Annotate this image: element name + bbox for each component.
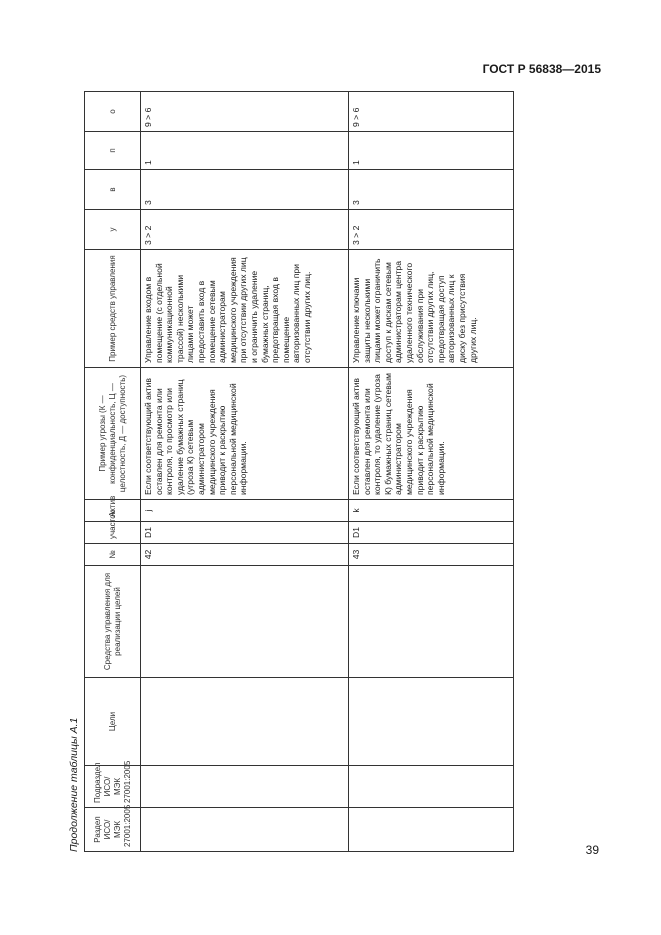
cell-controls <box>349 566 514 678</box>
col-header-asset: Актив <box>85 500 141 522</box>
cell-o: 9 > 6 <box>349 92 514 132</box>
cell-goals <box>349 678 514 766</box>
cell-threat: Если соответствующий актив оставлен для ремонта или контроля, то удаление (угроза К) бумажных страниц сетевым администратором медицинского учреждения приводит к раскрытию персональной медицинской информации. <box>349 368 514 500</box>
cell-control-example: Управление входом в помещение (с отдельной коммуникационной трассой) несколькими лицами может предоставить вход в помещение сетевым администраторам медицинского учреждения при отсутствии других лиц и ограничить удаление бумажных страниц, предотвращая вход в помещение авторизованных лиц при отсутствии других лиц. <box>141 250 349 368</box>
col-header-p: п <box>85 132 141 170</box>
table-row <box>141 92 349 852</box>
cell-controls <box>141 566 349 678</box>
cell-o: 9 > 6 <box>141 92 349 132</box>
cell-site: D1 <box>349 522 514 544</box>
cell-p: 1 <box>349 132 514 170</box>
cell-subsection <box>141 766 349 808</box>
col-header-num: № <box>85 544 141 566</box>
col-header-controls: Средства управления для реализации целей <box>85 566 141 678</box>
cell-v: 3 <box>141 170 349 210</box>
col-header-site: участок <box>85 522 141 544</box>
col-header-section: Раздел ИСО/МЭК 27001:2005 <box>85 808 141 852</box>
cell-goals <box>141 678 349 766</box>
col-header-subsection: Подраздел ИСО/МЭК 27001:2005 <box>85 766 141 808</box>
table-caption: Продолжение таблицы А.1 <box>68 717 80 852</box>
page-number: 39 <box>585 843 599 857</box>
cell-u: 3 > 2 <box>349 210 514 250</box>
cell-u: 3 > 2 <box>141 210 349 250</box>
rotated-table-container <box>68 92 500 852</box>
cell-control-example: Управление ключами защиты несколькими лицами может ограничить доступ к дискам сетевым администраторам центра удаленного технического обслуживания при отсутствии других лиц, предотвращая доступ авторизованных лиц к диску без присутствия других лиц. <box>349 250 514 368</box>
col-header-control-example: Пример средств управления <box>85 250 141 368</box>
table-header-row <box>85 92 141 852</box>
col-header-o: о <box>85 92 141 132</box>
cell-site: D1 <box>141 522 349 544</box>
cell-num: 43 <box>349 544 514 566</box>
col-header-u: у <box>85 210 141 250</box>
table-row <box>349 92 514 852</box>
cell-asset: k <box>349 500 514 522</box>
cell-section <box>141 808 349 852</box>
cell-asset: j <box>141 500 349 522</box>
cell-p: 1 <box>141 132 349 170</box>
standard-table <box>84 91 514 852</box>
rotated-content <box>68 92 500 852</box>
cell-v: 3 <box>349 170 514 210</box>
cell-section <box>349 808 514 852</box>
cell-num: 42 <box>141 544 349 566</box>
col-header-v: в <box>85 170 141 210</box>
document-header: ГОСТ Р 56838—2015 <box>482 62 601 76</box>
col-header-goals: Цели <box>85 678 141 766</box>
cell-threat: Если соответствующий актив оставлен для ремонта или контроля, то просмотр или удаление бумажных страниц (угроза К) сетевым администратором медицинского учреждения приводит к раскрытию персональной медицинской информации. <box>141 368 349 500</box>
cell-subsection <box>349 766 514 808</box>
col-header-threat: Пример угрозы (К — конфиденциальность, Ц — целостность, Д — доступность) <box>85 368 141 500</box>
